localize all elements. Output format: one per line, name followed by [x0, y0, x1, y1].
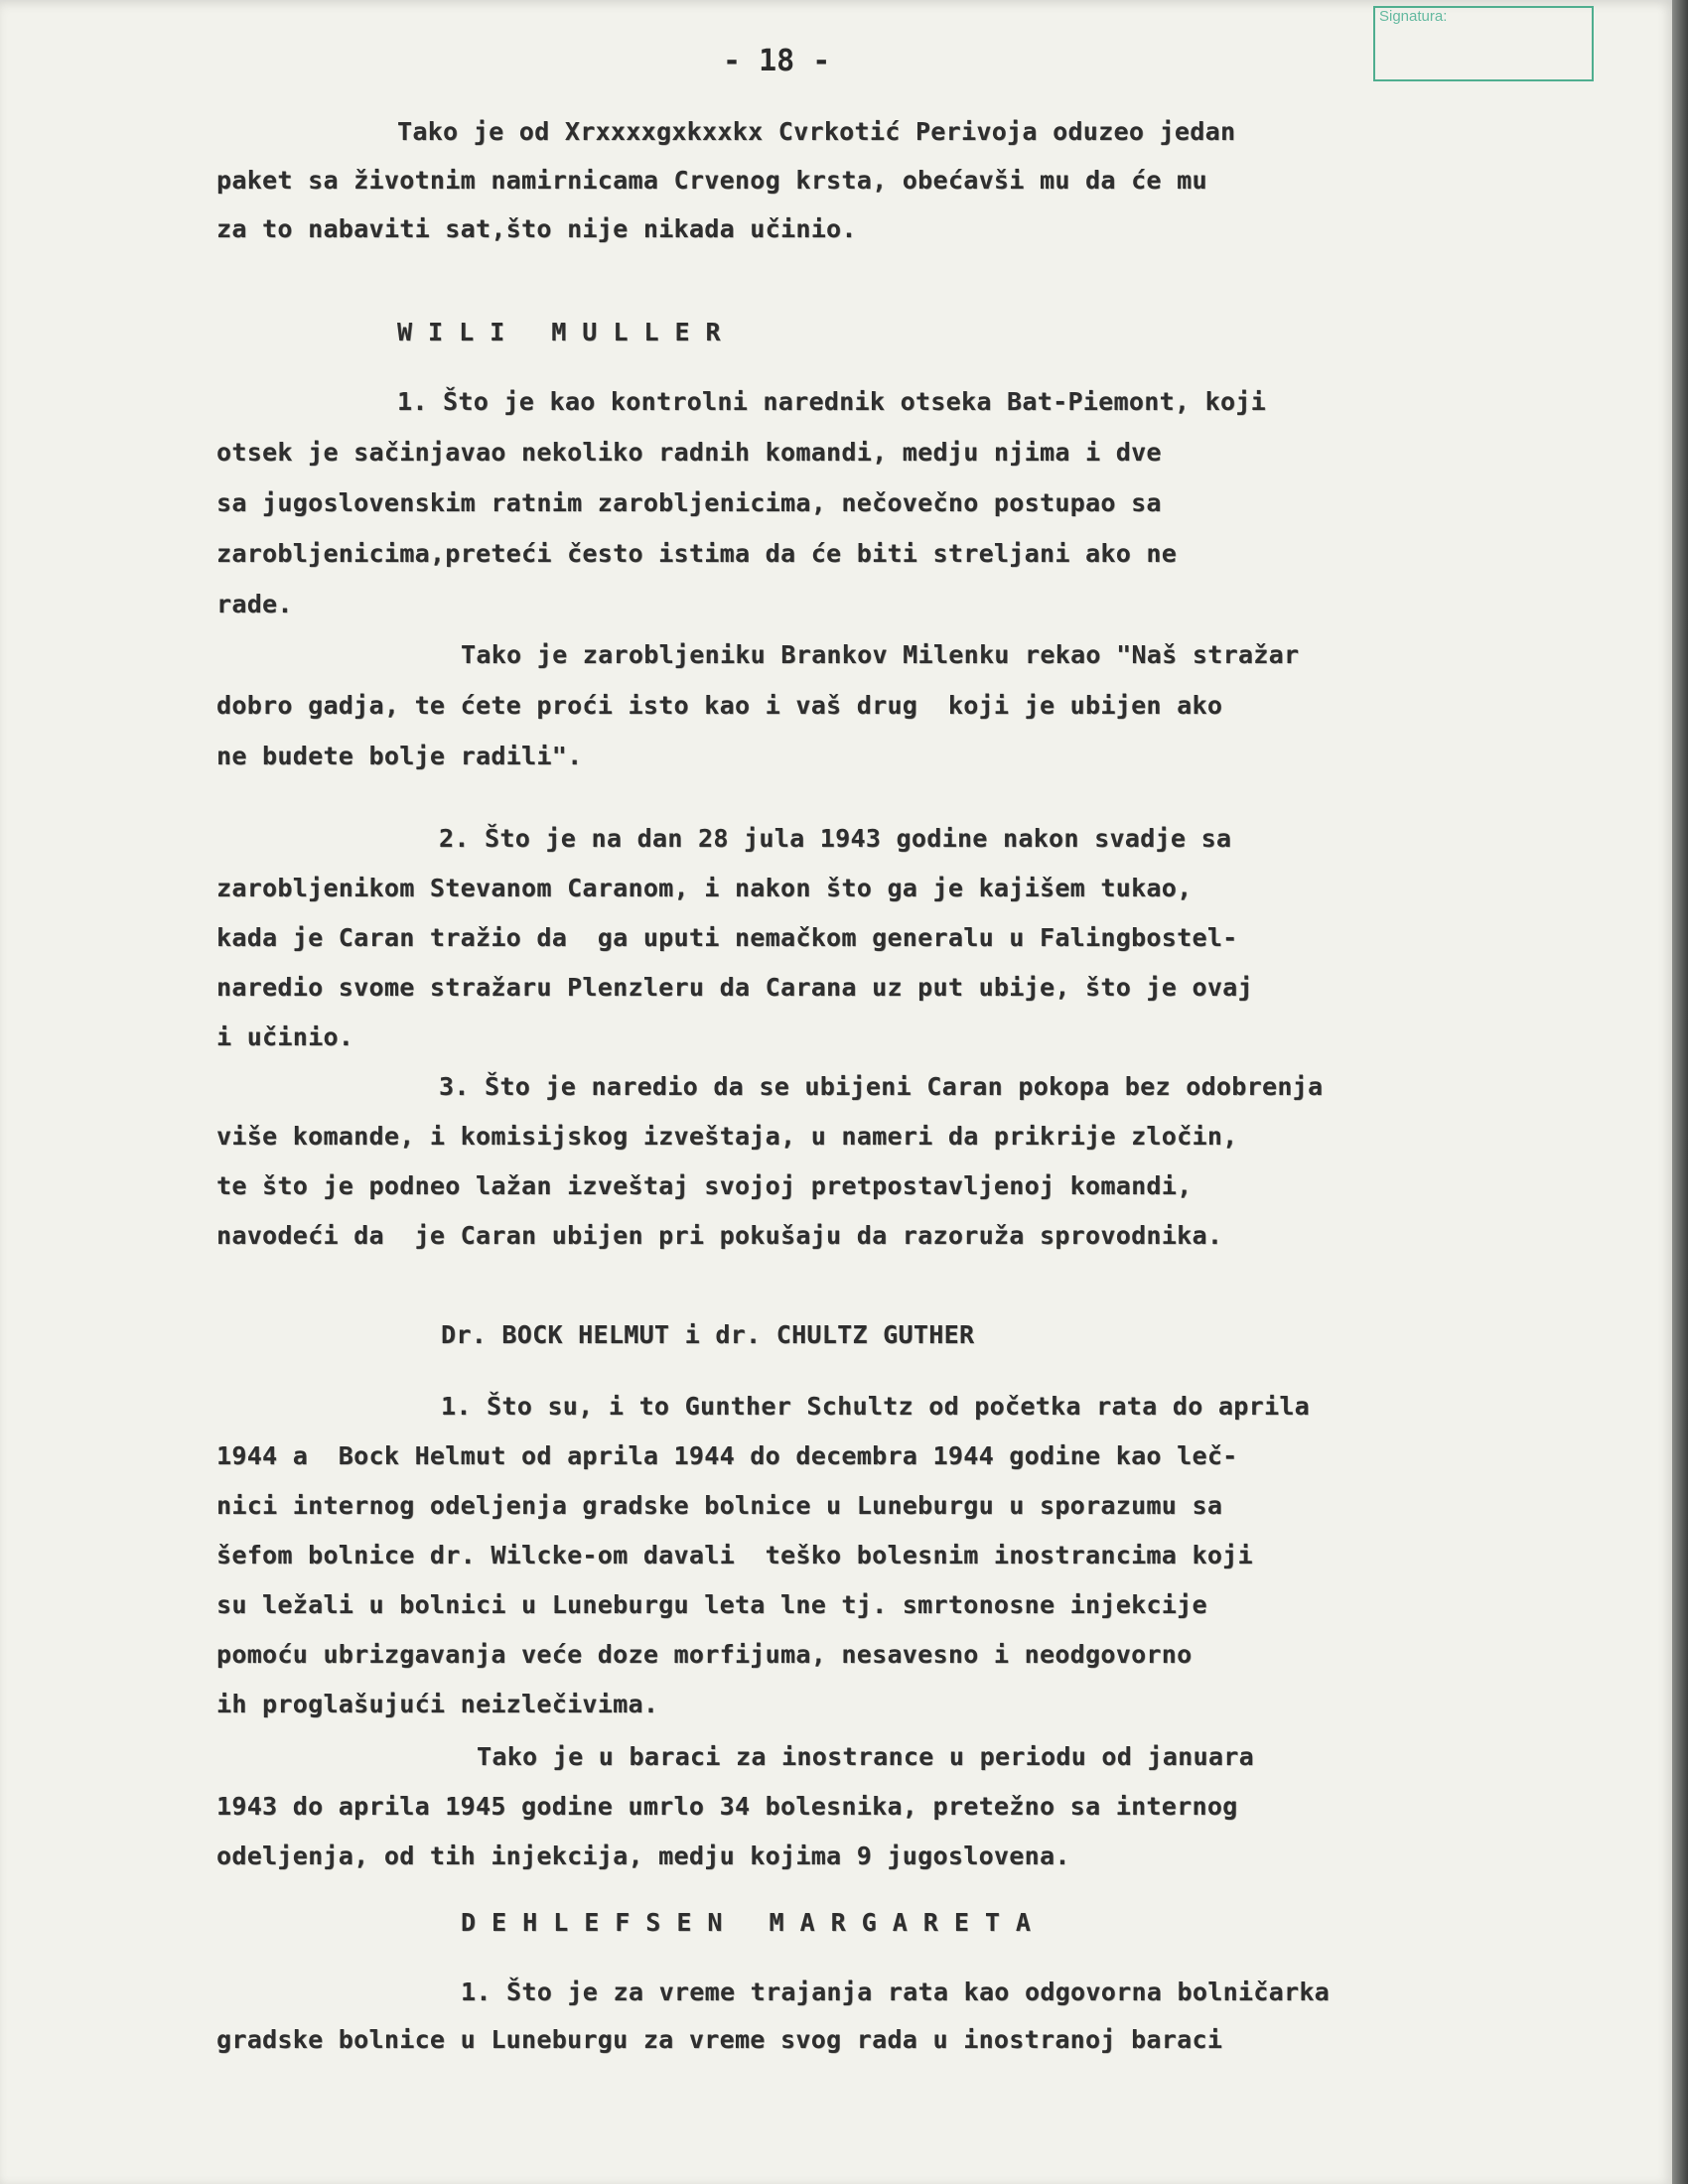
text-line: 1. Što je za vreme trajanja rata kao odgovorna bolničarka [461, 1978, 1331, 2006]
scan-edge [1672, 0, 1688, 2184]
text-line: te što je podneo lažan izveštaj svojoj pretpostavljenoj komandi, [216, 1171, 1193, 1200]
text-line: Tako je zarobljeniku Brankov Milenku rekao "Naš stražar [461, 640, 1300, 669]
section-heading: DEHLEFSEN MARGARETA [461, 1908, 1047, 1937]
text-line: su ležali u bolnici u Luneburgu leta lne tj. smrtonosne injekcije [216, 1590, 1207, 1619]
text-line: 1943 do aprila 1945 godine umrlo 34 bolesnika, pretežno sa internog [216, 1792, 1238, 1821]
text-line: 1. Što su, i to Gunther Schultz od početka rata do aprila [441, 1392, 1311, 1421]
text-line: Tako je od Xrxxxxgxkxxkx Cvrkotić Perivoja oduzeo jedan [397, 117, 1236, 146]
text-line: dobro gadja, te ćete proći isto kao i vaš drug koji je ubijen ako [216, 691, 1223, 720]
stamp-label: Signatura: [1379, 8, 1448, 25]
text-line: ne budete bolje radili". [216, 742, 583, 770]
text-line: 2. Što je na dan 28 jula 1943 godine nakon svadje sa [439, 824, 1232, 853]
text-line: 1. Što je kao kontrolni narednik otseka Bat-Piemont, koji [397, 387, 1267, 416]
text-line: više komande, i komisijskog izveštaja, u nameri da prikrije zločin, [216, 1122, 1238, 1151]
text-line: 3. Što je naredio da se ubijeni Caran pokopa bez odobrenja [439, 1072, 1324, 1101]
page-number: - 18 - [723, 44, 831, 78]
text-line: otsek je sačinjavao nekoliko radnih komandi, medju njima i dve [216, 438, 1162, 467]
text-line: rade. [216, 590, 293, 618]
text-line: i učinio. [216, 1023, 354, 1051]
text-line: pomoću ubrizgavanja veće doze morfijuma, nesavesno i neodgovorno [216, 1640, 1193, 1669]
text-line: Tako je u baraci za inostrance u periodu od januara [477, 1742, 1254, 1771]
text-line: navodeći da je Caran ubijen pri pokušaju da razoruža sprovodnika. [216, 1221, 1223, 1250]
text-line: nici internog odeljenja gradske bolnice u Luneburgu u sporazumu sa [216, 1491, 1223, 1520]
text-line: kada je Caran tražio da ga uputi nemačkom generalu u Falingbostel- [216, 923, 1238, 952]
text-line: sa jugoslovenskim ratnim zarobljenicima, nečovečno postupao sa [216, 488, 1162, 517]
text-line: naredio svome stražaru Plenzleru da Carana uz put ubije, što je ovaj [216, 973, 1253, 1002]
text-line: za to nabaviti sat,što nije nikada učinio. [216, 214, 857, 243]
text-line: 1944 a Bock Helmut od aprila 1944 do decembra 1944 godine kao leč- [216, 1441, 1238, 1470]
text-line: gradske bolnice u Luneburgu za vreme svog rada u inostranoj baraci [216, 2025, 1223, 2054]
text-line: ih proglašujući neizlečivima. [216, 1690, 659, 1718]
signature-stamp [1373, 6, 1594, 81]
text-line: zarobljenicima,preteći često istima da će biti streljani ako ne [216, 539, 1178, 568]
text-line: šefom bolnice dr. Wilcke-om davali teško bolesnim inostrancima koji [216, 1541, 1253, 1570]
section-heading: Dr. BOCK HELMUT i dr. CHULTZ GUTHER [441, 1320, 975, 1349]
text-line: zarobljenikom Stevanom Caranom, i nakon što ga je kajišem tukao, [216, 874, 1193, 902]
section-heading: WILI MULLER [397, 318, 737, 346]
text-line: paket sa životnim namirnicama Crvenog krsta, obećavši mu da će mu [216, 166, 1207, 195]
text-line: odeljenja, od tih injekcija, medju kojima 9 jugoslovena. [216, 1842, 1070, 1870]
